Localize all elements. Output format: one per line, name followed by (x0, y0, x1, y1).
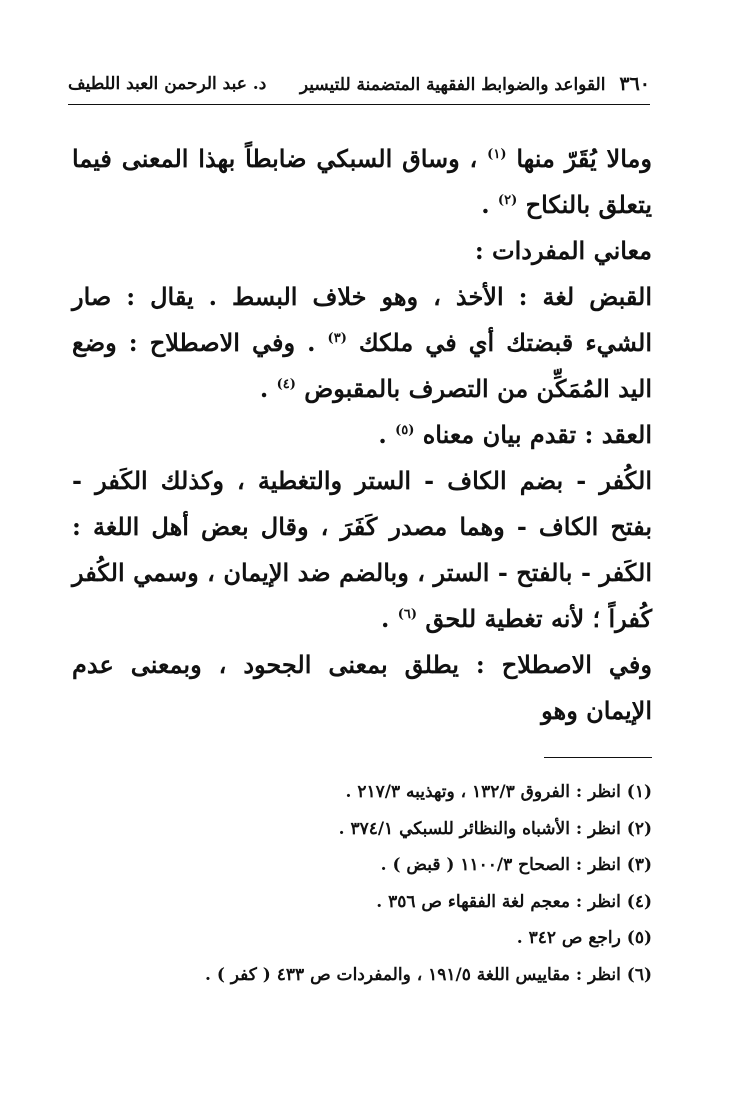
header-author: د. عبد الرحمن العبد اللطيف (68, 74, 267, 94)
paragraph-text: . (381, 604, 390, 633)
footnote-5: (٥) راجع ص ٣٤٢ . (516, 928, 652, 948)
paragraph-1 (72, 136, 652, 228)
paragraph-text: العقد : تقدم بيان معناه (422, 420, 652, 449)
main-text (72, 136, 652, 734)
paragraph-text: الكُفر - بضم الكاف - الستر والتغطية ، وكذلك الكَفر - بفتح الكاف - وهما مصدر كَفَرَ ، وقال بعض أهل اللغة : الكَفر - بالفتح - الستر ، وبالضم ضد الإيمان ، وسمي الكُفر كُفراً ؛ لأنه تغطية للحق (72, 466, 652, 633)
paragraph-text: القبض لغة : الأخذ ، وهو خلاف البسط . يقال : صار الشيء قبضتك أي في ملكك (72, 282, 653, 357)
footnote-ref-4: (٤) (276, 377, 296, 392)
running-header (68, 66, 650, 102)
footnotes (60, 774, 652, 993)
footnote-4: (٤) انظر : معجم لغة الفقهاء ص ٣٥٦ . (376, 891, 652, 912)
paragraph-text: ومالا يُقَرّ منها (516, 144, 653, 173)
paragraph-istilah: وفي الاصطلاح : يطلق بمعنى الجحود ، وبمعنى عدم الإيمان وهو (72, 650, 652, 725)
book-title: القواعد والضوابط الفقهية المتضمنة للتيسير (299, 75, 606, 95)
paragraph-text: . (259, 374, 269, 403)
footnote-3: (٣) انظر : الصحاح ١١٠٠/٣ ( قبض ) . (380, 855, 652, 875)
footnote-ref-6: (٦) (397, 607, 418, 622)
paragraph-qabd (72, 274, 652, 412)
footnote-1: (١) انظر : الفروق ١٣٢/٣ ، وتهذيبه ٢١٧/٣ . (345, 782, 652, 802)
section-heading: معاني المفردات : (474, 236, 652, 265)
paragraph-aqd (72, 412, 652, 458)
footnote-ref-3: (٣) (327, 331, 347, 346)
footnote-6: (٦) انظر : مقاييس اللغة ١٩١/٥ ، والمفردات ص ٤٣٣ ( كفر ) . (205, 964, 652, 985)
paragraph-text: ، وساق السبكي ضابطاً بهذا المعنى فيما يتعلق بالنكاح (72, 144, 652, 219)
footnote-ref-1: (١) (487, 147, 507, 162)
paragraph-text: . وفي الاصطلاح : وضع اليد المُمَكِّن من التصرف بالمقبوض (72, 328, 652, 403)
paragraph-text: . (378, 420, 387, 449)
footnote-ref-2: (٢) (497, 193, 518, 208)
footnote-separator (544, 757, 652, 758)
footnote-ref-5: (٥) (395, 423, 415, 438)
paragraph-kufr (72, 458, 652, 642)
header-rule (68, 104, 650, 105)
footnote-2: (٢) انظر : الأشباه والنظائر للسبكي ٣٧٤/١ . (338, 818, 652, 839)
paragraph-text: . (481, 190, 490, 219)
page-number: ٣٦٠ (619, 73, 650, 95)
header-book-title (300, 73, 650, 95)
